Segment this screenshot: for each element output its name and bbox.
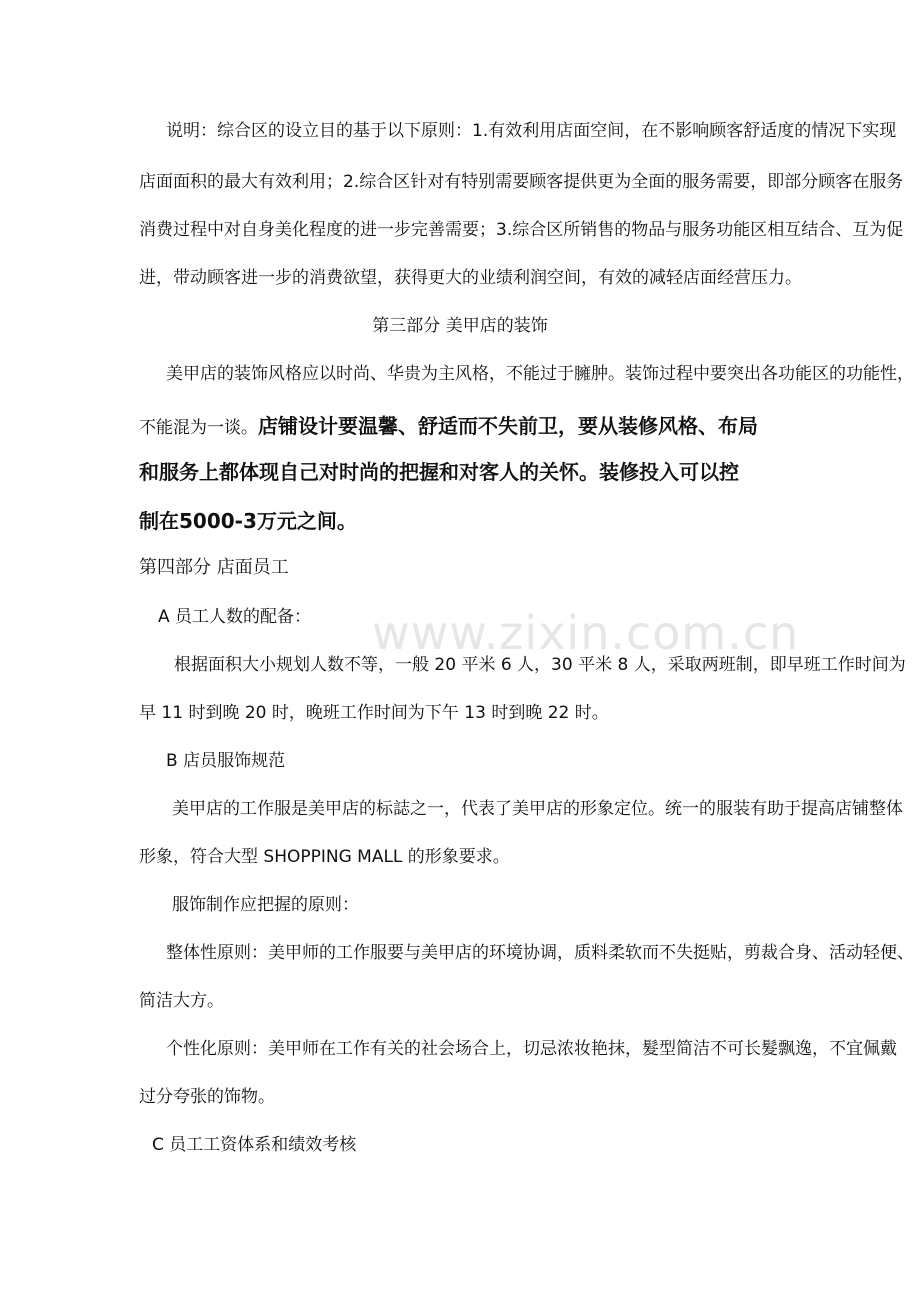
paragraph-line: 制在5000-3万元之间。 [139, 509, 357, 533]
paragraph-line: 进，带动顾客进一步的消费欲望，获得更大的业绩利润空间，有效的减轻店面经营压力。 [139, 268, 802, 288]
paragraph-line: 早 11 时到晚 20 时，晚班工作时间为下午 13 时到晚 22 时。 [139, 703, 609, 723]
paragraph-line: 消费过程中对自身美化程度的进一步完善需要；3.综合区所销售的物品与服务功能区相互结合、互为促 [139, 220, 904, 240]
paragraph-line: 和服务上都体现自己对时尚的把握和对客人的关怀。装修投入可以控 [139, 460, 739, 484]
section-heading: 第三部分 美甲店的装饰 [372, 316, 548, 336]
section-heading: 第四部分 店面员工 [139, 557, 289, 578]
paragraph-line [139, 412, 758, 440]
paragraph-text: 不能混为一谈。 [139, 418, 258, 438]
paragraph-line: 美甲店的工作服是美甲店的标誌之一，代表了美甲店的形象定位。统一的服装有助于提高店铺整体 [172, 799, 903, 819]
watermark: www.zixin.com.cn [372, 606, 800, 660]
paragraph-line: 店面面积的最大有效利用；2.综合区针对有特别需要顾客提供更为全面的服务需要，即部分顾客在服务 [139, 172, 904, 192]
paragraph-line: 服饰制作应把握的原则： [172, 895, 359, 915]
paragraph-line: 个性化原则：美甲师在工作有关的社会场合上，切忌浓妆艳抹，髮型简洁不可长髮飘逸，不宜佩戴 [166, 1039, 897, 1059]
paragraph-line: 说明：综合区的设立目的基于以下原则：1.有效利用店面空间，在不影响顾客舒适度的情况下实现 [166, 121, 897, 141]
paragraph-line: 形象，符合大型 SHOPPING MALL 的形象要求。 [139, 847, 510, 867]
paragraph-line: 整体性原则：美甲师的工作服要与美甲店的环境协调，质料柔软而不失挺贴，剪裁合身、活动轻便、 [166, 943, 914, 963]
subheading: C 员工工资体系和绩效考核 [152, 1135, 357, 1155]
subheading: A 员工人数的配备： [158, 607, 312, 627]
paragraph-line: 过分夸张的饰物。 [139, 1087, 275, 1107]
paragraph-text-bold: 店铺设计要温馨、舒适而不失前卫，要从装修风格、布局 [258, 414, 758, 438]
subheading: B 店员服饰规范 [166, 751, 286, 771]
paragraph-line: 美甲店的装饰风格应以时尚、华贵为主风格，不能过于臃肿。装饰过程中要突出各功能区的功能性， [166, 364, 914, 384]
paragraph-line: 简洁大方。 [139, 991, 224, 1011]
paragraph-line: 根据面积大小规划人数不等，一般 20 平米 6 人，30 平米 8 人，采取两班制，即早班工作时间为 [174, 655, 906, 675]
